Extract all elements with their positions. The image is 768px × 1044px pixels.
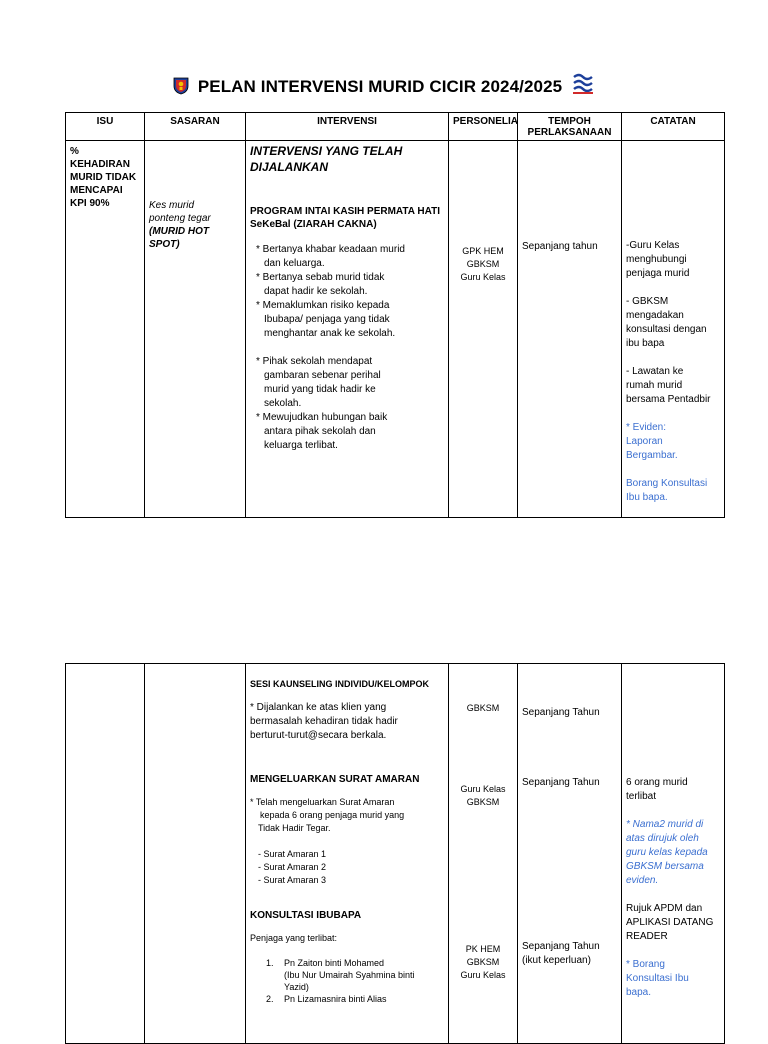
sesi-text-line: * Dijalankan ke atas klien yang — [250, 702, 387, 713]
personelia-line: PK HEM — [465, 944, 501, 954]
konsultasi-text: Penjaga yang terlibat: — [250, 933, 338, 943]
catatan-line: bersama Pentadbir — [626, 394, 711, 405]
cell-isu-empty — [66, 664, 145, 1044]
catatan-line: APLIKASI DATANG — [626, 917, 714, 928]
catatan-evidence-line: Bergambar. — [626, 450, 678, 461]
personelia-line: Guru Kelas — [460, 784, 506, 794]
catatan-evidence-line: bapa. — [626, 987, 652, 998]
ministry-logo-icon — [571, 72, 595, 101]
page-title — [0, 72, 768, 101]
sesi-text-line: berturut-turut@secara berkala. — [250, 730, 387, 741]
sasaran-line: (MURID HOT — [149, 226, 209, 237]
cell-catatan — [622, 141, 725, 518]
header-sasaran: SASARAN — [145, 113, 246, 141]
list-item: * Bertanya sebab murid tidak dapat hadir ke sekolah. — [256, 272, 385, 297]
sasaran-line: SPOT) — [149, 239, 180, 250]
list-item: 2. Pn Lizamasnira binti Alias — [266, 994, 387, 1004]
isu-line: MURID TIDAK — [70, 172, 137, 183]
sasaran-line: ponteng tegar — [149, 213, 211, 224]
list-item: - Surat Amaran 3 — [258, 875, 327, 885]
surat-text-line: kepada 6 orang penjaga murid yang — [260, 810, 405, 820]
page-title-text: PELAN INTERVENSI MURID CICIR 2024/2025 — [197, 77, 563, 96]
header-tempoh-line2: PERLAKSANAAN — [527, 127, 612, 138]
cell-personelia — [449, 141, 518, 518]
sasaran-line: Kes murid — [149, 200, 195, 211]
catatan-line: - GBKSM — [626, 296, 669, 307]
cell-tempoh — [518, 664, 622, 1044]
header-intervensi: INTERVENSI — [246, 113, 449, 141]
catatan-line: Rujuk APDM dan — [626, 903, 703, 914]
cell-intervensi — [246, 664, 449, 1044]
catatan-note-line: guru kelas kepada — [626, 847, 708, 858]
list-item: - Surat Amaran 2 — [258, 862, 327, 872]
header-tempoh-line1: TEMPOH — [548, 116, 591, 127]
intervention-table-continued — [65, 663, 725, 1044]
catatan-line: menghubungi — [626, 254, 687, 265]
list-item: * Bertanya khabar keadaan murid dan keluarga. — [256, 244, 405, 269]
cell-personelia — [449, 664, 518, 1044]
cell-tempoh — [518, 141, 622, 518]
catatan-note-line: atas dirujuk oleh — [626, 833, 699, 844]
isu-line: MENCAPAI — [70, 185, 123, 196]
catatan-line: terlibat — [626, 791, 657, 802]
list-item: * Memaklumkan risiko kepada Ibubapa/ penjaga yang tidak menghantar anak ke sekolah. — [256, 300, 396, 339]
isu-line: % KEHADIRAN — [70, 146, 130, 170]
bullet-list-b — [250, 355, 444, 453]
personelia-line: GBKSM — [466, 797, 500, 807]
catatan-line: READER — [626, 931, 668, 942]
surat-text-line: Tidak Hadir Tegar. — [258, 823, 331, 833]
cell-sasaran-empty — [145, 664, 246, 1044]
school-crest-icon — [173, 77, 189, 100]
catatan-evidence-line: Laporan — [626, 436, 663, 447]
personelia-line: Guru Kelas — [460, 272, 506, 282]
intervention-table — [65, 112, 725, 518]
tempoh-text: Sepanjang Tahun — [522, 777, 600, 788]
catatan-evidence-line: Ibu bapa. — [626, 492, 668, 503]
catatan-line: konsultasi dengan — [626, 324, 707, 335]
surat-text-line: * Telah mengeluarkan Surat Amaran — [250, 797, 395, 807]
sesi-text-line: bermasalah kehadiran tidak hadir — [250, 716, 398, 727]
catatan-line: penjaga murid — [626, 268, 690, 279]
cell-intervensi — [246, 141, 449, 518]
intervensi-heading: DIJALANKAN — [250, 160, 328, 174]
catatan-evidence-line: Borang Konsultasi — [626, 478, 708, 489]
cell-catatan — [622, 664, 725, 1044]
header-personelia: PERSONELIA — [449, 113, 518, 141]
program-title: PROGRAM INTAI KASIH PERMATA HATI — [250, 206, 440, 217]
table-row — [66, 141, 725, 518]
tempoh-text: Sepanjang Tahun — [522, 941, 600, 952]
sesi-title: SESI KAUNSELING INDIVIDU/KELOMPOK — [250, 679, 430, 689]
list-item: * Mewujudkan hubungan baik antara pihak sekolah dan keluarga terlibat. — [256, 412, 388, 451]
tempoh-text: (ikut keperluan) — [522, 955, 591, 966]
catatan-evidence-line: Konsultasi Ibu — [626, 973, 689, 984]
personelia-line: GBKSM — [466, 957, 500, 967]
header-tempoh — [518, 113, 622, 141]
catatan-line: -Guru Kelas — [626, 240, 680, 251]
personelia-line: Guru Kelas — [460, 970, 506, 980]
catatan-evidence-line: * Borang — [626, 959, 665, 970]
table-row — [66, 664, 725, 1044]
konsultasi-list — [250, 957, 444, 1005]
catatan-line: ibu bapa — [626, 338, 665, 349]
catatan-line: rumah murid — [626, 380, 683, 391]
table-header-row — [66, 113, 725, 141]
personelia-line: GBKSM — [466, 259, 500, 269]
personelia-line: GBKSM — [466, 703, 500, 713]
catatan-line: 6 orang murid — [626, 777, 688, 788]
isu-line: KPI 90% — [70, 198, 110, 209]
bullet-list-a — [250, 243, 444, 341]
list-item: 1. Pn Zaiton binti Mohamed — [266, 958, 385, 968]
cell-sasaran — [145, 141, 246, 518]
catatan-note-line: GBKSM bersama — [626, 861, 704, 872]
list-item: - Surat Amaran 1 — [258, 849, 327, 859]
catatan-note-line: * Nama2 murid di — [626, 819, 704, 830]
catatan-note-line: eviden. — [626, 875, 659, 886]
tempoh-text: Sepanjang tahun — [522, 241, 598, 252]
intervensi-heading: INTERVENSI YANG TELAH — [250, 144, 403, 158]
program-title: SeKeBal (ZIARAH CAKNA) — [250, 219, 377, 230]
list-item-detail: (Ibu Nur Umairah Syahmina binti — [284, 970, 415, 980]
catatan-line: mengadakan — [626, 310, 684, 321]
list-item: * Pihak sekolah mendapat gambaran sebenar perihal murid yang tidak hadir ke sekolah. — [256, 356, 381, 409]
list-item-detail: Yazid) — [284, 982, 309, 992]
header-isu: ISU — [66, 113, 145, 141]
cell-isu — [66, 141, 145, 518]
surat-title: MENGELUARKAN SURAT AMARAN — [250, 774, 420, 785]
catatan-line: - Lawatan ke — [626, 366, 684, 377]
konsultasi-title: KONSULTASI IBUBAPA — [250, 910, 362, 921]
header-catatan: CATATAN — [622, 113, 725, 141]
tempoh-text: Sepanjang Tahun — [522, 707, 600, 718]
catatan-evidence-line: * Eviden: — [626, 422, 667, 433]
personelia-line: GPK HEM — [462, 246, 504, 256]
